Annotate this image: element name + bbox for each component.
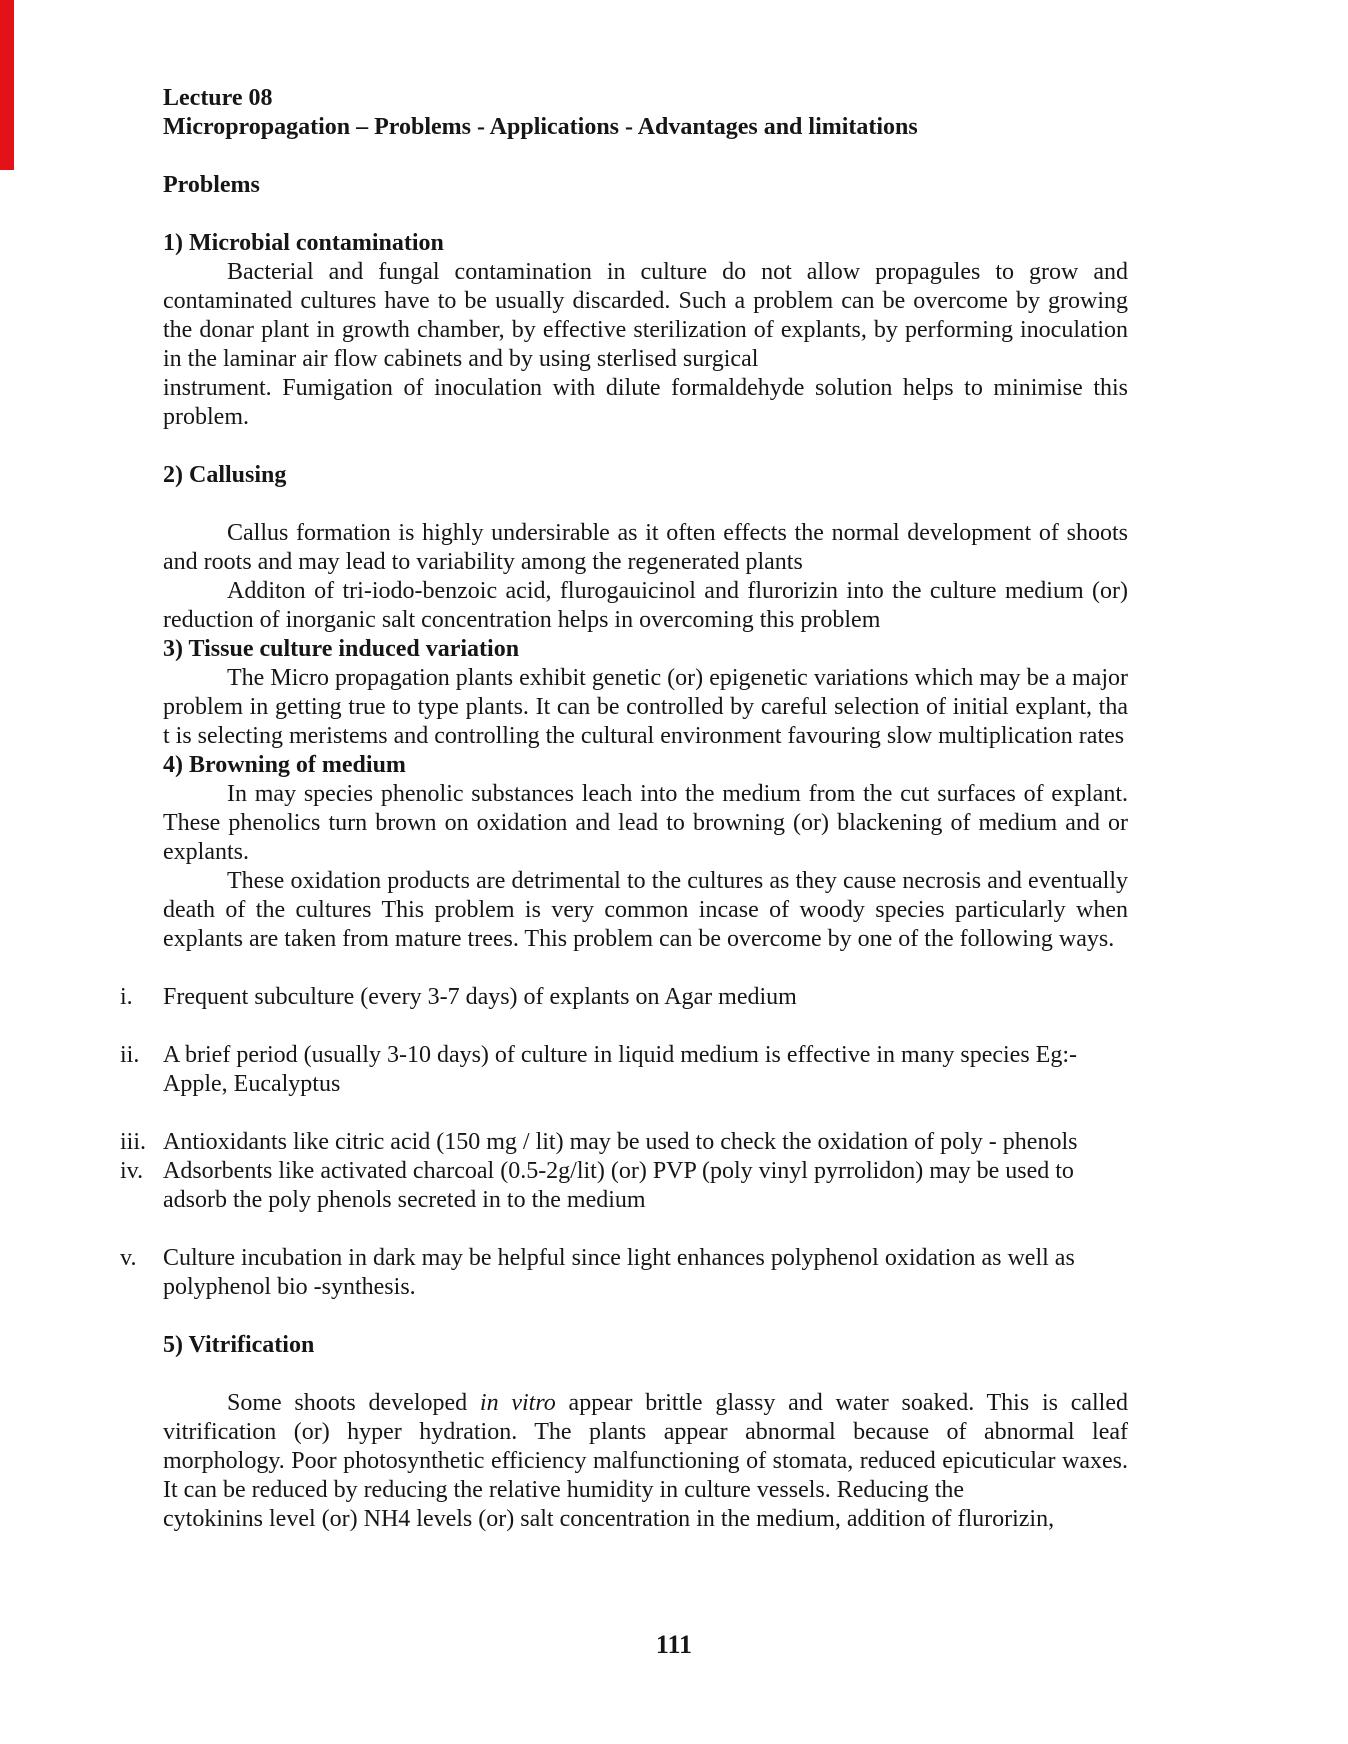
lecture-subtitle: Micropropagation – Problems - Applications - Advantages and limitations [163, 114, 918, 140]
list-marker: iii. [120, 1129, 147, 1155]
section4-heading: 4) Browning of medium [163, 752, 406, 778]
list-item [120, 1041, 1128, 1099]
list-item-text: Adsorbents like activated charcoal (0.5-2g/lit) (or) PVP (poly vinyl pyrrolidon) may be used to adsorb the poly phenols secreted in to the medium [163, 1158, 1074, 1213]
list-item-text: Frequent subculture (every 3-7 days) of explants on Agar medium [163, 984, 797, 1010]
section4-paragraph-1: In may species phenolic substances leach into the medium from the cut surfaces of explant. These phenolics turn brown on oxidation and lead to browning (or) blackening of medium and or explants. [163, 781, 1128, 865]
section2-paragraph-1: Callus formation is highly undersirable as it often effects the normal development of shoots and roots and may lead to variability among the regenerated plants [163, 520, 1128, 575]
section2-paragraph-2: Additon of tri-iodo-benzoic acid, flurogauicinol and flurorizin into the culture medium (or) reduction of inorganic salt concentration helps in overcoming this problem [163, 578, 1128, 633]
section3-heading: 3) Tissue culture induced variation [163, 636, 520, 662]
problems-heading: Problems [163, 172, 260, 198]
remedies-list [120, 983, 1128, 1302]
section1-paragraph-1: Bacterial and fungal contamination in culture do not allow propagules to grow and contaminated cultures have to be usually discarded. Such a problem can be overcome by growing the donar plant in growth chamber, by effective sterilization of explants, by performing inoculation in the laminar air flow cabinets and by using sterlised surgical [163, 259, 1128, 372]
list-item [120, 1244, 1128, 1302]
in-vitro-italic: in vitro [479, 1390, 556, 1416]
list-marker: i. [120, 984, 133, 1010]
list-item-text: Antioxidants like citric acid (150 mg / lit) may be used to check the oxidation of poly - phenols [163, 1129, 1078, 1155]
section5-paragraph-1-pre: Some shoots developed [227, 1390, 480, 1416]
page-number: 111 [655, 1630, 693, 1659]
section3-paragraph-1: The Micro propagation plants exhibit genetic (or) epigenetic variations which may be a major problem in getting true to type plants. It can be controlled by careful selection of initial explant, tha t is selecting meristems and controlling the cultural environment favouring slow multiplication rates [163, 665, 1128, 749]
list-marker: ii. [120, 1042, 140, 1068]
section5-heading: 5) Vitrification [163, 1332, 315, 1358]
list-item [120, 1157, 1128, 1215]
red-ribbon [0, 0, 14, 170]
list-item-text: A brief period (usually 3-10 days) of culture in liquid medium is effective in many species Eg:- Apple, Eucalyptus [163, 1042, 1077, 1097]
section2-heading: 2) Callusing [163, 462, 287, 488]
list-marker: v. [120, 1245, 137, 1271]
lecture-title: Lecture 08 [163, 85, 273, 111]
list-item [120, 1128, 1128, 1157]
list-item [120, 983, 1128, 1012]
list-item-text: Culture incubation in dark may be helpful since light enhances polyphenol oxidation as well as polyphenol bio -synthesis. [163, 1245, 1075, 1300]
section5-paragraph-2: cytokinins level (or) NH4 levels (or) salt concentration in the medium, addition of flurorizin, [163, 1506, 1055, 1532]
section4-paragraph-2: These oxidation products are detrimental to the cultures as they cause necrosis and eventually death of the cultures This problem is very common incase of woody species particularly when explants are taken from mature trees. This problem can be overcome by one of the following ways. [163, 868, 1128, 952]
section1-heading: 1) Microbial contamination [163, 230, 444, 256]
section5-paragraph-1-post: appear brittle glassy and water soaked. This is called vitrification (or) hyper hydration. The plants appear abnormal because of abnormal leaf morphology. Poor photosynthetic efficiency malfunctioning of stomata, reduced epicuticular waxes. It can be reduced by reducing the relative humidity in culture vessels. Reducing the [163, 1390, 1129, 1503]
list-marker: iv. [120, 1158, 144, 1184]
section5-paragraph-1 [163, 1389, 1128, 1505]
section1-paragraph-2: instrument. Fumigation of inoculation with dilute formaldehyde solution helps to minimise this problem. [163, 375, 1128, 430]
document-body [120, 0, 1129, 1534]
